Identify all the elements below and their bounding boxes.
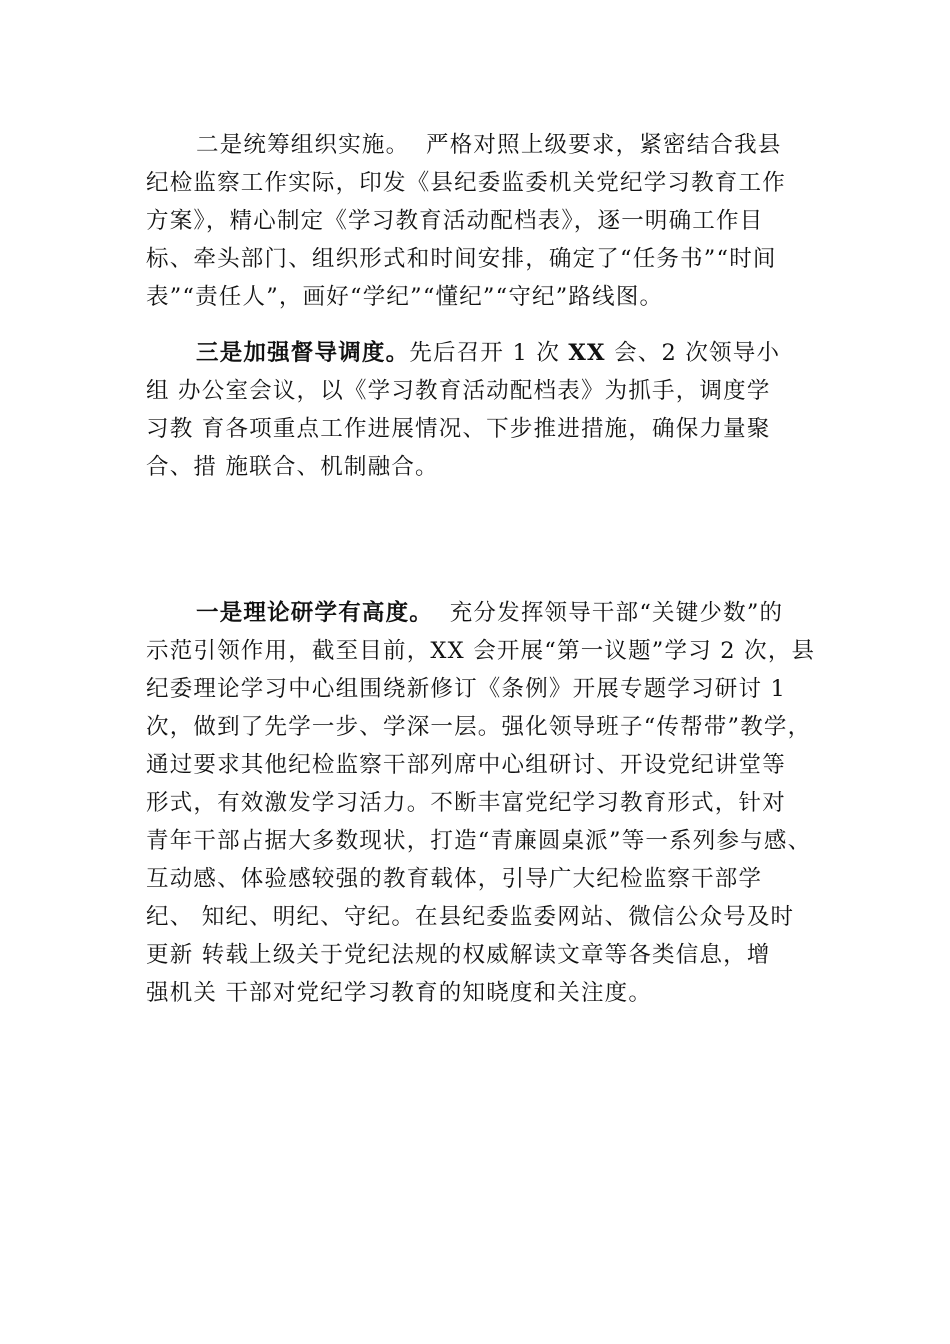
paragraph-text: 先后召开 1 次 bbox=[409, 340, 569, 366]
paragraph-line bbox=[146, 126, 814, 164]
paragraph-placeholder: XX bbox=[568, 340, 606, 366]
paragraph-line: 青年干部占据大多数现状，打造“青廉圆桌派”等一系列参与感、 bbox=[146, 828, 812, 854]
paragraph-line: 方案》，精心制定《学习教育活动配档表》，逐一明确工作目 bbox=[146, 208, 764, 234]
paragraph-line: 更新 转载上级关于党纪法规的权威解读文章等各类信息，增 bbox=[146, 942, 771, 968]
paragraph-line: 纪委理论学习中心组围绕新修订《条例》开展专题学习研讨 1 bbox=[146, 676, 787, 702]
paragraph-line bbox=[146, 594, 814, 632]
section-heading bbox=[146, 504, 814, 580]
paragraph-lead: 三是加强督导调度。 bbox=[196, 340, 410, 366]
paragraph-line: 互动感、体验感较强的教育载体，引导广大纪检监察干部学 bbox=[146, 866, 763, 892]
paragraph-line: 示范引领作用，截至目前，XX 会开展“第一议题”学习 2 次，县 bbox=[146, 638, 816, 664]
paragraph-theory-study bbox=[146, 594, 814, 1012]
paragraph-line: 标、牵头部门、组织形式和时间安排，确定了“任务书”“时间 bbox=[146, 246, 777, 272]
paragraph-line: 纪检监察工作实际，印发《县纪委监委机关党纪学习教育工作 bbox=[146, 170, 786, 196]
paragraph-line: 通过要求其他纪检监察干部列席中心组研讨、开设党纪讲堂等 bbox=[146, 752, 786, 778]
paragraph-line: 表”“责任人”，画好“学纪”“懂纪”“守纪”路线图。 bbox=[146, 284, 664, 310]
paragraph-text: 充分发挥领导干部“关键少数”的 bbox=[449, 600, 784, 626]
paragraph-line: 形式，有效激发学习活力。不断丰富党纪学习教育形式，针对 bbox=[146, 790, 786, 816]
paragraph-lead: 一是理论研学有高度。 bbox=[196, 600, 434, 626]
paragraph-lead: 二是统筹组织实施。 bbox=[196, 132, 410, 158]
paragraph-line bbox=[146, 334, 814, 372]
paragraph-line: 次，做到了先学一步、学深一层。强化领导班子“传帮带”教学， bbox=[146, 714, 812, 740]
paragraph-line: 习教 育各项重点工作进展情况、下步推进措施，确保力量聚 bbox=[146, 416, 771, 442]
heading-line bbox=[146, 542, 814, 580]
paragraph-line: 强机关 干部对党纪学习教育的知晓度和关注度。 bbox=[146, 980, 653, 1006]
heading-line bbox=[146, 504, 814, 542]
paragraph-text: 会、2 次领导小 bbox=[605, 340, 781, 366]
paragraph-line: 纪、 知纪、明纪、守纪。在县纪委监委网站、微信公众号及时 bbox=[146, 904, 795, 930]
paragraph-text: 严格对照上级要求，紧密结合我县 bbox=[426, 132, 782, 158]
paragraph-line: 组 办公室会议，以《学习教育活动配档表》为抓手，调度学 bbox=[146, 378, 771, 404]
paragraph-coordinate-implementation bbox=[146, 126, 814, 316]
paragraph-supervision bbox=[146, 334, 814, 486]
paragraph-line: 合、措 施联合、机制融合。 bbox=[146, 454, 439, 480]
